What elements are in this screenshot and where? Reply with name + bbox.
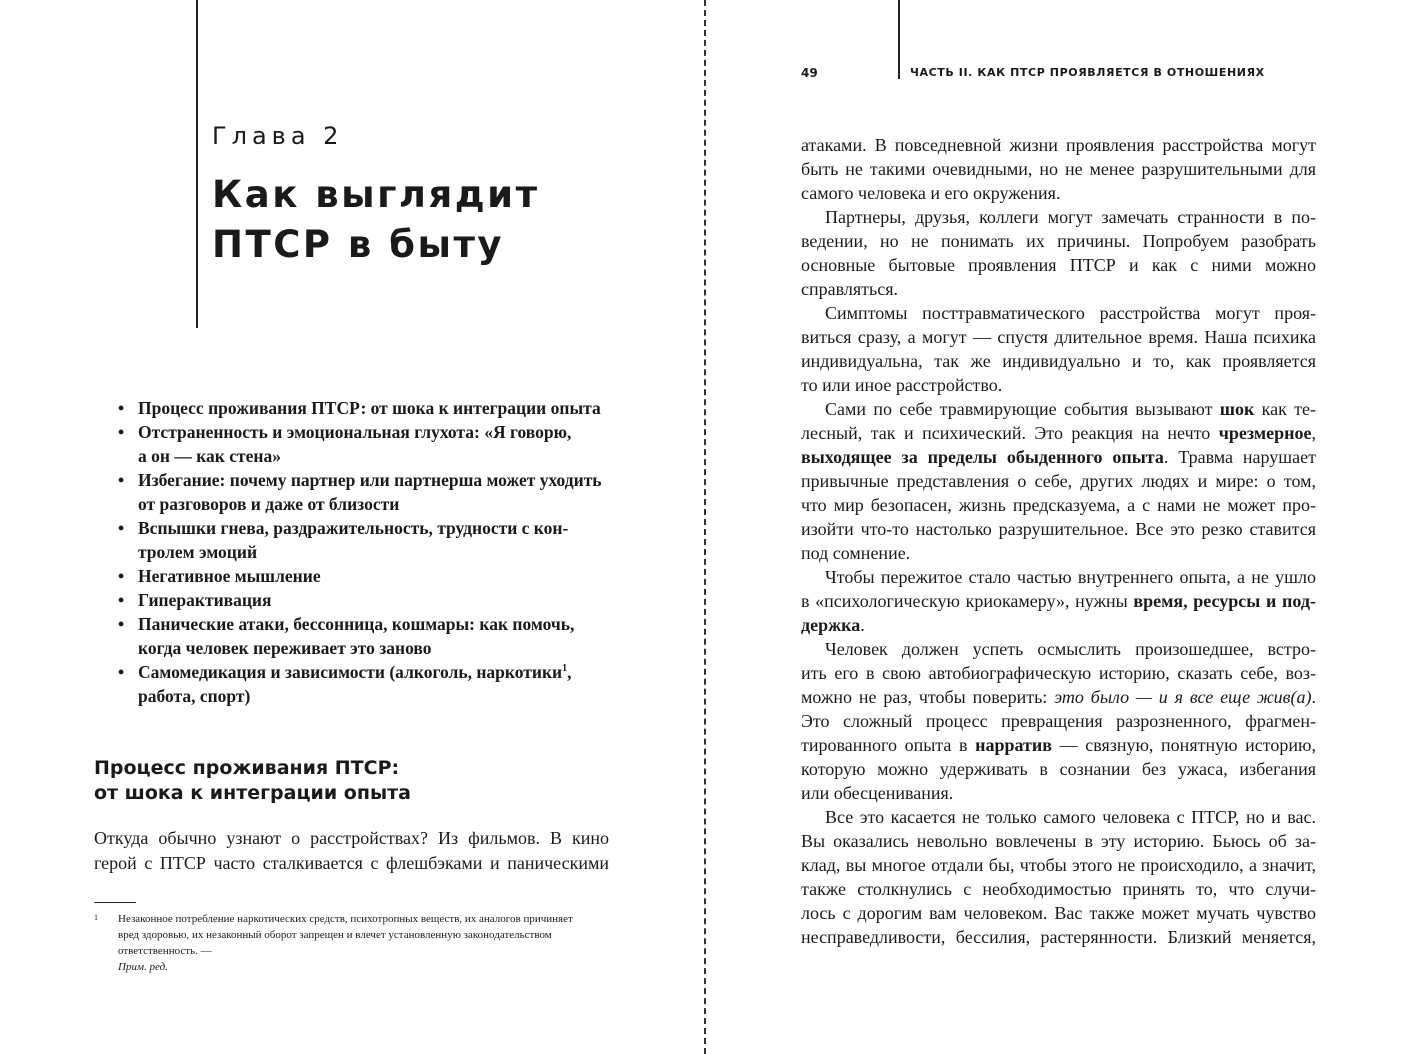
- text-line: несправедливости, бессилия, растерянности. Близкий меняется,: [801, 927, 1316, 947]
- chapter-title-line: ПТСР в быту: [212, 223, 505, 266]
- text-line: самого человека и его окружения.: [801, 183, 1061, 203]
- chapter-label: Глава 2: [212, 122, 344, 150]
- text-line: которую можно удерживать в сознании без ужаса, избегания: [801, 759, 1316, 779]
- chapter-title: [212, 170, 540, 270]
- text-line: выходящее за пределы обыденного опыта. Травма нарушает: [801, 447, 1316, 467]
- text-line: или обесценивания.: [801, 783, 954, 803]
- contents-item: • Самомедикация и зависимости (алкоголь, наркотики$^1$, работа, спорт): [112, 660, 622, 708]
- footnote-reference: 1: [562, 663, 568, 675]
- text-line: ведении, но не понимать их причины. Попробуем разобрать: [801, 231, 1316, 251]
- chapter-title-line: Как выглядит: [212, 173, 540, 216]
- text-line: Чтобы пережитое стало частью внутреннего опыта, а не ушло: [825, 567, 1316, 587]
- contents-item: • Вспышки гнева, раздражительность, трудности с кон- тролем эмоций: [112, 516, 622, 564]
- text-line: лось с дорогим вам человеком. Вас также может мучать чувство: [801, 903, 1316, 923]
- page-fold-divider: [704, 0, 706, 1054]
- text-line: Откуда обычно узнают о расстройствах? Из фильмов. В кино: [94, 828, 609, 848]
- contents-item: • Негативное мышление: [112, 564, 622, 588]
- section-heading: Процесс проживания ПТСР: от шока к интеграции опыта: [94, 757, 411, 804]
- contents-item: • Отстраненность и эмоциональная глухота: «Я говорю, а он — как стена»: [112, 420, 622, 468]
- footnote-rule: [94, 902, 136, 903]
- text-line: Человек должен успеть осмыслить произошедшее, встро-: [825, 639, 1316, 659]
- chapter-vertical-rule: [196, 0, 198, 328]
- text-line: основные бытовые проявления ПТСР и как с ними можно: [801, 255, 1316, 275]
- left-body-text: [94, 826, 609, 875]
- text-line: держка.: [801, 615, 865, 635]
- text-line: привычные представления о себе, других людях и мире: о том,: [801, 471, 1316, 491]
- contents-item: • Гиперактивация: [112, 588, 622, 612]
- footnote-line: вред здоровью, их незаконный оборот запрещен и влечет установленную законодательством: [118, 929, 552, 941]
- contents-item: • Панические атаки, бессонница, кошмары: как помочь, когда человек переживает это заново: [112, 612, 622, 660]
- footnote-line: ответственность. — Прим. ред.: [118, 945, 212, 973]
- text-line: справляться.: [801, 279, 898, 299]
- text-line: Партнеры, друзья, коллеги могут замечать странности в по-: [825, 207, 1316, 227]
- page-number: 49: [801, 66, 818, 80]
- contents-item: • Избегание: почему партнер или партнерша может уходить от разговоров и даже от близости: [112, 468, 622, 516]
- footnote: [94, 911, 610, 975]
- text-line: виться сразу, а могут — спустя длительное время. Наша психика: [801, 327, 1316, 347]
- contents-item: • Процесс проживания ПТСР: от шока к интеграции опыта: [112, 396, 622, 420]
- text-line: лесный, так и психический. Это реакция на нечто чрезмерное,: [801, 423, 1316, 443]
- text-line: то или иное расстройство.: [801, 375, 1003, 395]
- text-line: в «психологическую криокамеру», нужны время, ресурсы и под-: [801, 591, 1316, 611]
- footnote-mark: 1: [94, 913, 98, 922]
- text-line: герой с ПТСР часто сталкивается с флешбэками и паническими: [94, 852, 609, 873]
- text-line: индивидуальна, так же индивидуально и то, как проявляется: [801, 351, 1316, 371]
- text-line: также столкнулись с необходимостью принять то, что случи-: [801, 879, 1316, 899]
- text-line: можно не раз, чтобы поверить: это было — и я все еще жив(а).: [801, 687, 1316, 707]
- text-line: Это сложный процесс превращения разрозненного, фрагмен-: [801, 711, 1316, 731]
- right-body-text: [801, 133, 1316, 949]
- chapter-contents-list: [112, 396, 622, 708]
- running-head: ЧАСТЬ II. КАК ПТСР ПРОЯВЛЯЕТСЯ В ОТНОШЕНИЯХ: [910, 66, 1265, 79]
- text-line: изойти что-то настолько разрушительное. Все это резко ставится: [801, 519, 1316, 539]
- text-line: Симптомы посттравматического расстройства могут проя-: [825, 303, 1316, 323]
- text-line: атаками. В повседневной жизни проявления расстройства могут: [801, 135, 1316, 155]
- header-vertical-rule: [898, 0, 900, 79]
- text-line: Сами по себе травмирующие события вызывают шок как те-: [825, 399, 1317, 419]
- text-line: Все это касается не только самого человека с ПТСР, но и вас.: [825, 807, 1316, 827]
- footnote-line: Незаконное потребление наркотических средств, психотропных веществ, их аналогов причиняет: [118, 913, 573, 925]
- text-line: что мир безопасен, жизнь предсказуема, а с нами не может про-: [801, 495, 1316, 515]
- text-line: под сомнение.: [801, 543, 911, 563]
- text-line: тированного опыта в нарратив — связную, понятную историю,: [801, 735, 1316, 755]
- text-line: ить его в свою автобиографическую историю, сказать себе, воз-: [801, 663, 1316, 683]
- text-line: клад, вы многое отдали бы, чтобы этого не происходило, а значит,: [801, 855, 1316, 875]
- text-line: Вы оказались невольно вовлечены в эту историю. Бьюсь об за-: [801, 831, 1316, 851]
- text-line: быть не такими очевидными, но не менее разрушительными для: [801, 159, 1316, 179]
